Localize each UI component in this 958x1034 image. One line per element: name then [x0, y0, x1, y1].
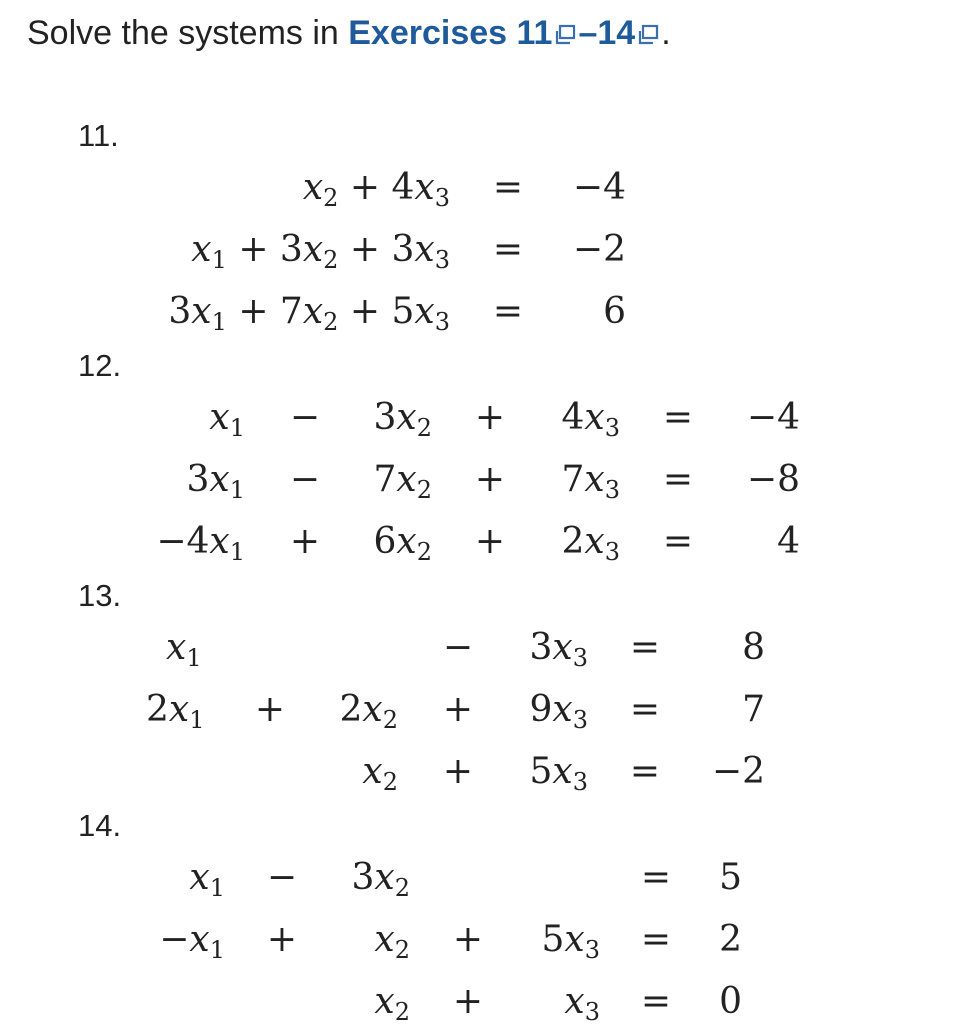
- equation-rhs: 7: [742, 689, 765, 730]
- equals-sign: =: [629, 751, 661, 792]
- instructions-period: .: [661, 14, 671, 52]
- equation-rhs: 2: [719, 919, 742, 960]
- equation-rhs: −4: [746, 397, 800, 438]
- operator: +: [442, 689, 474, 730]
- operator: −: [266, 857, 298, 898]
- term: $2x_3$: [561, 521, 620, 566]
- equals-sign: =: [662, 459, 694, 500]
- term: $x_1$: [189, 857, 225, 902]
- exercise-14-label: 14.: [78, 808, 122, 843]
- equation-lhs: $x_1 + 3x_2 + 3x_3$: [191, 229, 450, 274]
- term: $5x_3$: [529, 751, 588, 796]
- operator: +: [266, 919, 298, 960]
- operator: +: [452, 981, 484, 1022]
- term: $9x_3$: [529, 689, 588, 734]
- term: $x_2$: [374, 919, 410, 964]
- exercise-start-link[interactable]: Exercises 11: [348, 14, 553, 52]
- term: $4x_3$: [561, 397, 620, 442]
- equation-rhs: 5: [719, 857, 742, 898]
- equals-sign: =: [492, 291, 524, 332]
- operator: −: [289, 397, 321, 438]
- term: $5x_3$: [541, 919, 600, 964]
- term: $3x_3$: [529, 627, 588, 672]
- term: $x_3$: [564, 981, 600, 1026]
- external-link-icon[interactable]: [637, 24, 659, 46]
- equation-lhs: $3x_1 + 7x_2 + 5x_3$: [168, 291, 450, 336]
- exercise-13-label: 13.: [78, 578, 122, 613]
- operator: +: [442, 751, 474, 792]
- equals-sign: =: [492, 167, 524, 208]
- term: $x_2$: [374, 981, 410, 1026]
- term: $3x_1$: [186, 459, 245, 504]
- exercise-12-label: 12.: [78, 348, 122, 383]
- term: $3x_2$: [351, 857, 410, 902]
- operator: +: [289, 521, 321, 562]
- term: $2x_1$: [146, 689, 205, 734]
- operator: +: [474, 521, 506, 562]
- operator: +: [474, 459, 506, 500]
- equation-rhs: −2: [572, 229, 626, 270]
- external-link-icon[interactable]: [554, 24, 576, 46]
- operator: +: [452, 919, 484, 960]
- term: $x_2$: [362, 751, 398, 796]
- equals-sign: =: [629, 627, 661, 668]
- term: $x_1$: [166, 627, 202, 672]
- equals-sign: =: [662, 521, 694, 562]
- operator: +: [254, 689, 286, 730]
- operator: −: [289, 459, 321, 500]
- equation-rhs: −8: [746, 459, 800, 500]
- equals-sign: =: [629, 689, 661, 730]
- term: $7x_2$: [373, 459, 432, 504]
- equation-rhs: 0: [719, 981, 742, 1022]
- equation-rhs: 6: [603, 291, 626, 332]
- equation-rhs: −2: [711, 751, 765, 792]
- equals-sign: =: [662, 397, 694, 438]
- operator: +: [474, 397, 506, 438]
- equals-sign: =: [640, 919, 672, 960]
- exercise-dash: –: [578, 14, 598, 52]
- term: $3x_2$: [373, 397, 432, 442]
- equation-lhs: $x_2 + 4x_3$: [302, 167, 450, 212]
- exercise-11-label: 11.: [78, 118, 119, 153]
- term: $-4x_1$: [156, 521, 245, 566]
- term: $x_1$: [209, 397, 245, 442]
- equation-rhs: 8: [742, 627, 765, 668]
- term: $-x_1$: [159, 919, 225, 964]
- term: $7x_3$: [561, 459, 620, 504]
- equation-rhs: −4: [572, 167, 626, 208]
- instructions-lead: Solve the systems in: [27, 14, 349, 52]
- operator: −: [442, 627, 474, 668]
- term: $2x_2$: [339, 689, 398, 734]
- equals-sign: =: [492, 229, 524, 270]
- equation-rhs: 4: [777, 521, 800, 562]
- equals-sign: =: [640, 981, 672, 1022]
- instructions: [27, 14, 671, 53]
- term: $6x_2$: [373, 521, 432, 566]
- exercise-end-link[interactable]: 14: [597, 14, 636, 52]
- equals-sign: =: [640, 857, 672, 898]
